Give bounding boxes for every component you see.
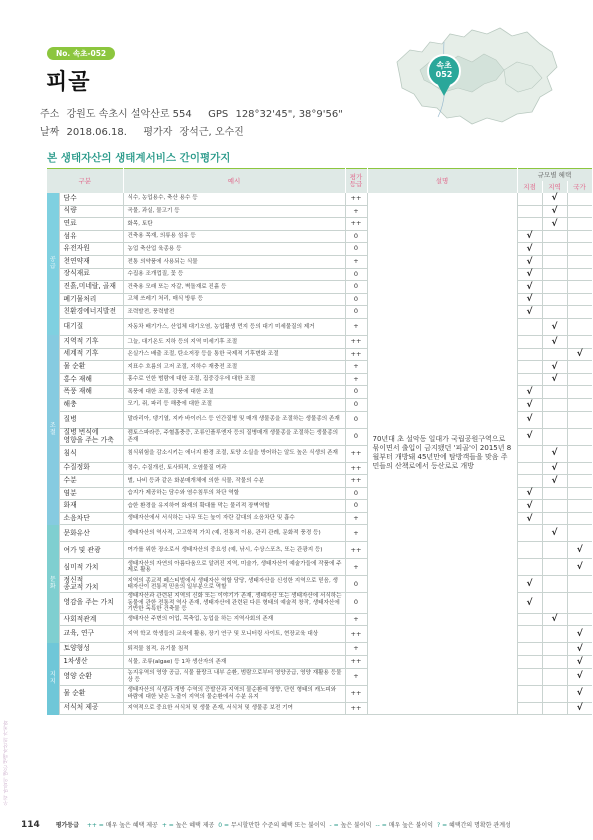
check-national xyxy=(567,593,592,613)
check-regional xyxy=(542,593,567,613)
address-label: 주소 xyxy=(40,109,60,120)
service-grade: + xyxy=(345,318,367,335)
evaluation-table xyxy=(47,168,593,715)
check-national xyxy=(567,462,592,475)
check-local: √ xyxy=(517,398,542,411)
check-local: √ xyxy=(517,411,542,428)
check-national xyxy=(567,205,592,218)
check-local xyxy=(517,475,542,488)
check-regional xyxy=(542,348,567,361)
service-example: 농업 축산업 육종용 등 xyxy=(123,243,345,256)
legend-text: 매우 높은 불이익 xyxy=(388,822,434,829)
service-grade: + xyxy=(345,613,367,626)
service-example: 캠토스파라증, 주혈흡충증, 조류인플루엔자 등의 질병매개 생물종을 조절하는 생물종의 존재 xyxy=(123,428,345,445)
service-name: 심미적 가치 xyxy=(59,559,123,576)
service-example: 침식위험을 감소시키는 에너지 환경 조절, 토양 소실을 방어하는 알도 높은 식생의 존재 xyxy=(123,445,345,462)
service-example: 식물, 조류(algae) 등 1차 생산자의 존재 xyxy=(123,655,345,668)
legend-text: 무시할만한 수준의 혜택 또는 불이익 xyxy=(230,822,326,829)
check-regional xyxy=(542,685,567,702)
service-grade: 0 xyxy=(345,306,367,319)
service-example: 농지유역의 영양 공급, 식물 플랑크 내부 순환, 범람으로부터 영양공급, 영양 재활용 등물상 등 xyxy=(123,668,345,685)
service-example: 생태자산 주변의 어업, 목축업, 농업을 하는 지역사회의 존재 xyxy=(123,613,345,626)
service-example: 고체 쓰레기 처리, 매식 방류 등 xyxy=(123,293,345,306)
check-national: √ xyxy=(567,348,592,361)
service-name: 질병 xyxy=(59,411,123,428)
header-example: 예시 xyxy=(123,169,345,193)
check-national xyxy=(567,281,592,294)
check-regional: √ xyxy=(542,525,567,542)
legend-item xyxy=(375,822,433,829)
check-national xyxy=(567,255,592,268)
service-name: 폭풍 재해 xyxy=(59,386,123,399)
check-local: √ xyxy=(517,428,542,445)
address-value: 강원도 속초시 설악산로 554 xyxy=(66,109,192,120)
gps-label: GPS xyxy=(208,109,229,120)
group-label: 공 급 xyxy=(47,193,59,336)
service-grade: 0 xyxy=(345,398,367,411)
evaluation-table-body xyxy=(47,193,592,715)
check-local xyxy=(517,445,542,462)
check-regional xyxy=(542,255,567,268)
check-national: √ xyxy=(567,655,592,668)
check-regional xyxy=(542,643,567,656)
service-name: 홍수 재해 xyxy=(59,373,123,386)
check-local xyxy=(517,655,542,668)
check-regional xyxy=(542,268,567,281)
page-title: 피골 xyxy=(46,70,91,95)
check-local: √ xyxy=(517,512,542,525)
legend-text: 높은 혜택 제공 xyxy=(175,822,215,829)
check-regional xyxy=(542,230,567,243)
legend-symbol: - = xyxy=(329,822,341,829)
table-row xyxy=(47,193,592,206)
check-local: √ xyxy=(517,243,542,256)
check-regional xyxy=(542,398,567,411)
service-example: 여가를 위한 장소로서 생태자산의 중요성 (예, 낚시, 수상스포츠, 또는 관광지 등) xyxy=(123,542,345,559)
service-example: 정수, 수질개선, 토사퇴적, 오염물질 여과 xyxy=(123,462,345,475)
service-name: 사회적관계 xyxy=(59,613,123,626)
service-example: 조력발전, 풍력발전 xyxy=(123,306,345,319)
page-number: 114 xyxy=(21,820,40,830)
service-grade: ++ xyxy=(345,655,367,668)
service-grade: + xyxy=(345,512,367,525)
check-regional xyxy=(542,542,567,559)
check-local xyxy=(517,335,542,348)
service-example: 지역 학교 학생들의 교육에 활용, 장기 연구 및 모니터링 사이트, 현장교육 대상 xyxy=(123,626,345,643)
service-name: 염분 xyxy=(59,487,123,500)
service-grade: + xyxy=(345,525,367,542)
date-value: 2018.06.18. xyxy=(66,127,127,138)
service-name: 여가 및 관광 xyxy=(59,542,123,559)
check-local xyxy=(517,613,542,626)
check-regional: √ xyxy=(542,193,567,206)
check-national xyxy=(567,398,592,411)
check-national xyxy=(567,525,592,542)
header-regional: 지역 xyxy=(542,181,567,193)
check-national xyxy=(567,243,592,256)
check-regional xyxy=(542,411,567,428)
service-grade: 0 xyxy=(345,386,367,399)
service-name: 1차생산 xyxy=(59,655,123,668)
check-national xyxy=(567,487,592,500)
legend-text: 혜택간의 명확한 관계성 xyxy=(449,822,511,829)
service-example: 곡물, 과실, 물고기 등 xyxy=(123,205,345,218)
check-regional: √ xyxy=(542,373,567,386)
service-name: 토양형성 xyxy=(59,643,123,656)
check-national xyxy=(567,268,592,281)
service-name: 서식처 제공 xyxy=(59,702,123,715)
service-example: 그늘, 대기온도 지하 등의 지역 미세기후 조절 xyxy=(123,335,345,348)
service-grade: ++ xyxy=(345,702,367,715)
group-label: 조 절 xyxy=(47,335,59,525)
check-regional xyxy=(542,243,567,256)
service-grade: 0 xyxy=(345,293,367,306)
group-label: 문 화 xyxy=(47,525,59,643)
legend-title: 평가등급 xyxy=(55,822,79,829)
check-regional xyxy=(542,487,567,500)
legend-items xyxy=(87,822,515,829)
service-name: 영감을 주는 가치 xyxy=(59,593,123,613)
map-label-line: 속초 xyxy=(436,61,452,70)
service-name: 영양 순환 xyxy=(59,668,123,685)
service-example: 식수, 농업용수, 축산 용수 등 xyxy=(123,193,345,206)
check-local: √ xyxy=(517,306,542,319)
date-label: 날짜 xyxy=(40,127,60,138)
service-example: 지역의 종교적 페스티벌에서 생태자산 역할 담당, 생태자산을 신성한 지역으로 믿음, 생태자산이 전통적 믿음의 일부분으로 역할 xyxy=(123,576,345,593)
check-local xyxy=(517,559,542,576)
check-local: √ xyxy=(517,386,542,399)
service-grade: + xyxy=(345,668,367,685)
service-grade: 0 xyxy=(345,268,367,281)
evaluator-label: 평가자 xyxy=(143,127,173,138)
header-local: 지점 xyxy=(517,181,542,193)
check-local xyxy=(517,702,542,715)
service-grade: ++ xyxy=(345,462,367,475)
service-example: 생태자산의 식생과 개방 수역의 증발산과 지역의 물순환에 영향, 단힌 형태의 캐노피와 바람에 대한 낮은 노출이 지역의 물순환에서 수분 유지 xyxy=(123,685,345,702)
check-regional xyxy=(542,306,567,319)
check-national xyxy=(567,512,592,525)
check-national xyxy=(567,318,592,335)
address-line xyxy=(40,105,343,120)
check-local: √ xyxy=(517,500,542,513)
service-example: 건축용 목재, 의류용 섬유 등 xyxy=(123,230,345,243)
gps-value: 128°32'45", 38°9'56" xyxy=(235,109,343,120)
check-local xyxy=(517,193,542,206)
header-grade: 평가 등급 xyxy=(345,169,367,193)
map-marker-label xyxy=(435,60,452,79)
service-grade: + xyxy=(345,205,367,218)
check-national xyxy=(567,230,592,243)
service-grade: 0 xyxy=(345,593,367,613)
service-name: 질병 번식에 영향을 주는 가축 xyxy=(59,428,123,445)
service-example: 건축용 모래 또는 자갈, 벽돌재료 진흙 등 xyxy=(123,281,345,294)
service-example: 벌, 나비 등과 같은 화분매개체에 의한 식물, 작물의 수분 xyxy=(123,475,345,488)
service-name: 해충 xyxy=(59,398,123,411)
service-grade: + xyxy=(345,643,367,656)
check-local xyxy=(517,348,542,361)
check-regional xyxy=(542,626,567,643)
service-name: 화재 xyxy=(59,500,123,513)
legend-symbol: ++ = xyxy=(86,822,106,829)
service-name: 수질정화 xyxy=(59,462,123,475)
check-national xyxy=(567,373,592,386)
service-grade: + xyxy=(345,255,367,268)
check-regional xyxy=(542,655,567,668)
header-description: 설명 xyxy=(367,169,517,193)
group-label: 지 지 xyxy=(47,643,59,715)
check-regional: √ xyxy=(542,318,567,335)
service-grade: ++ xyxy=(345,335,367,348)
section-subtitle: 본 생태자산의 생태계서비스 간이평가지 xyxy=(47,152,231,164)
service-example: 퇴적물 침적, 유기물 침적 xyxy=(123,643,345,656)
service-name: 진흙,미네랄, 골재 xyxy=(59,281,123,294)
service-grade: 0 xyxy=(345,230,367,243)
check-regional xyxy=(542,428,567,445)
service-example: 지표수 흐름의 고저 조절, 지하수 재충전 조절 xyxy=(123,361,345,374)
service-grade: ++ xyxy=(345,445,367,462)
page-footer xyxy=(21,820,593,830)
service-grade: ++ xyxy=(345,475,367,488)
check-regional xyxy=(542,386,567,399)
check-local: √ xyxy=(517,268,542,281)
legend-item xyxy=(87,822,158,829)
service-name: 소음차단 xyxy=(59,512,123,525)
check-national xyxy=(567,193,592,206)
check-local: √ xyxy=(517,487,542,500)
check-national xyxy=(567,475,592,488)
legend-symbol: -- = xyxy=(375,822,389,829)
service-name: 지역적 기후 xyxy=(59,335,123,348)
service-name: 문화유산 xyxy=(59,525,123,542)
service-grade: + xyxy=(345,559,367,576)
check-local xyxy=(517,542,542,559)
check-national xyxy=(567,613,592,626)
location-map xyxy=(392,22,562,127)
check-local xyxy=(517,626,542,643)
check-local xyxy=(517,643,542,656)
service-grade: ++ xyxy=(345,218,367,231)
check-national: √ xyxy=(567,702,592,715)
evaluation-table-wrap xyxy=(47,168,592,715)
service-example: 온실가스 배출 조절, 탄소저장 등을 통한 국제적 기후변화 조절 xyxy=(123,348,345,361)
check-regional: √ xyxy=(542,218,567,231)
header-category: 구분 xyxy=(47,169,123,193)
check-local: √ xyxy=(517,230,542,243)
service-example: 습한 환경을 유지하여 화재의 확대를 막는 물리적 장벽역할 xyxy=(123,500,345,513)
service-name: 세계적 기후 xyxy=(59,348,123,361)
service-example: 화목, 토탄 xyxy=(123,218,345,231)
service-grade: 0 xyxy=(345,576,367,593)
service-name: 정신적 종교적 가치 xyxy=(59,576,123,593)
check-local: √ xyxy=(517,255,542,268)
service-name: 수분 xyxy=(59,475,123,488)
service-grade: + xyxy=(345,361,367,374)
service-name: 장식재료 xyxy=(59,268,123,281)
check-national xyxy=(567,411,592,428)
check-regional xyxy=(542,500,567,513)
check-regional: √ xyxy=(542,335,567,348)
date-line xyxy=(40,123,244,138)
service-name: 물 순환 xyxy=(59,361,123,374)
legend-item xyxy=(330,822,372,829)
header-national: 국가 xyxy=(567,181,592,193)
check-regional xyxy=(542,559,567,576)
legend-symbol: 0 = xyxy=(218,822,231,829)
check-regional xyxy=(542,576,567,593)
service-example: 습지가 제공하는 담수와 염수침투의 차단 역할 xyxy=(123,487,345,500)
service-example: 수집용 조개껍질, 꽃 등 xyxy=(123,268,345,281)
service-example: 생태자산의 역사적, 고고학적 가치 (예, 전통적 이용, 관리 관례, 문화적 풍경 등) xyxy=(123,525,345,542)
service-grade: ++ xyxy=(345,348,367,361)
check-regional xyxy=(542,293,567,306)
service-example: 자동차 배기가스, 산업체 대기오염, 농업활생 먼지 등의 대기 미세물질의 제거 xyxy=(123,318,345,335)
check-local xyxy=(517,218,542,231)
service-name: 침식 xyxy=(59,445,123,462)
service-name: 유전자원 xyxy=(59,243,123,256)
check-national: √ xyxy=(567,626,592,643)
service-example: 지역적으로 중요한 서식처 및 생물 존재, 서식처 및 생물종 보전 기여 xyxy=(123,702,345,715)
service-example: 생태자산에서 서식하는 나무 또는 높이 자란 갈대의 소음차단 및 흡수 xyxy=(123,512,345,525)
legend-text: 높은 불이익 xyxy=(340,822,372,829)
evaluator-value: 장석근, 오수진 xyxy=(179,127,244,138)
service-grade: ++ xyxy=(345,542,367,559)
check-local: √ xyxy=(517,593,542,613)
check-local xyxy=(517,668,542,685)
service-name: 폐기물처리 xyxy=(59,293,123,306)
check-national xyxy=(567,500,592,513)
legend-item xyxy=(437,822,511,829)
check-national xyxy=(567,293,592,306)
site-number-badge: No. 속초-052 xyxy=(47,47,115,60)
legend-text: 매우 높은 혜택 제공 xyxy=(105,822,158,829)
check-national xyxy=(567,361,592,374)
service-name: 식량 xyxy=(59,205,123,218)
check-national: √ xyxy=(567,668,592,685)
service-grade: 0 xyxy=(345,487,367,500)
check-national xyxy=(567,428,592,445)
map-label-line: 052 xyxy=(435,70,453,79)
service-example: 홍수로 인한 범람에 대한 조절, 집중강우에 대한 조절 xyxy=(123,373,345,386)
service-name: 천연약재 xyxy=(59,255,123,268)
check-regional: √ xyxy=(542,445,567,462)
check-regional xyxy=(542,512,567,525)
check-local xyxy=(517,685,542,702)
service-grade: ++ xyxy=(345,626,367,643)
check-national xyxy=(567,576,592,593)
check-local: √ xyxy=(517,281,542,294)
check-local xyxy=(517,205,542,218)
check-national xyxy=(567,306,592,319)
service-example: 폭풍에 대한 조절, 강풍에 대한 조절 xyxy=(123,386,345,399)
service-grade: + xyxy=(345,373,367,386)
service-grade: ++ xyxy=(345,685,367,702)
check-local xyxy=(517,525,542,542)
check-regional xyxy=(542,668,567,685)
service-name: 교육, 연구 xyxy=(59,626,123,643)
service-example: 전통 의약품에 사용되는 식물 xyxy=(123,255,345,268)
check-national xyxy=(567,445,592,462)
service-example: 생태자산과 관련된 지역의 신화 또는 이야기가 존재, 생태자산 또는 생태자산에 서식하는 동물에 관한 전통적 역사 존재, 생태자산에 관련된 다른 형태의 예술적 창작, 생태자산에 기반한 독특한 건축물 등 xyxy=(123,593,345,613)
service-name: 담수 xyxy=(59,193,123,206)
service-example: 생태자산의 자연의 아름다움으로 알려진 지역, 미술가, 생태자산이 예술가들에 작품에 주제로 활용 xyxy=(123,559,345,576)
service-grade: ++ xyxy=(345,193,367,206)
service-grade: 0 xyxy=(345,411,367,428)
check-national xyxy=(567,218,592,231)
service-name: 친환경에너지발전 xyxy=(59,306,123,319)
service-name: 대기질 xyxy=(59,318,123,335)
check-regional: √ xyxy=(542,462,567,475)
side-running-text: 우리 마을이 맺은 생태자산의 가치와 xyxy=(3,720,9,806)
service-grade: 0 xyxy=(345,281,367,294)
legend-symbol: + = xyxy=(161,822,176,829)
check-national: √ xyxy=(567,559,592,576)
check-national: √ xyxy=(567,542,592,559)
check-regional xyxy=(542,702,567,715)
check-local xyxy=(517,373,542,386)
check-regional xyxy=(542,281,567,294)
service-grade: 0 xyxy=(345,428,367,445)
header-scale: 규모별 혜택 xyxy=(517,169,592,181)
legend-symbol: ? = xyxy=(437,822,450,829)
service-grade: 0 xyxy=(345,243,367,256)
service-name: 물 순환 xyxy=(59,685,123,702)
service-grade: 0 xyxy=(345,500,367,513)
check-national xyxy=(567,335,592,348)
legend-item xyxy=(162,822,214,829)
check-local xyxy=(517,462,542,475)
check-national xyxy=(567,386,592,399)
check-regional: √ xyxy=(542,361,567,374)
check-national: √ xyxy=(567,643,592,656)
check-local: √ xyxy=(517,293,542,306)
check-regional: √ xyxy=(542,205,567,218)
check-local xyxy=(517,361,542,374)
service-name: 연료 xyxy=(59,218,123,231)
check-regional: √ xyxy=(542,475,567,488)
service-name: 섬유 xyxy=(59,230,123,243)
service-example: 모기, 쥐, 파리 등 해충에 대한 조절 xyxy=(123,398,345,411)
check-local xyxy=(517,318,542,335)
check-regional: √ xyxy=(542,613,567,626)
legend-item xyxy=(218,822,325,829)
site-description: 70년대 초 설악동 일대가 국립공원구역으로 묶이면서 출입이 금지됐던 '피골'이 2015년 8월부터 개방돼 45년만에 탐방객들을 맞음 주민들의 산책로에서 등산로로 개방 xyxy=(367,193,517,715)
service-example: 말라리아, 댕기열, 지카 바이러스 등 인간질병 및 매개 생물종을 조절하는 생물종의 존재 xyxy=(123,411,345,428)
check-national: √ xyxy=(567,685,592,702)
check-local: √ xyxy=(517,576,542,593)
